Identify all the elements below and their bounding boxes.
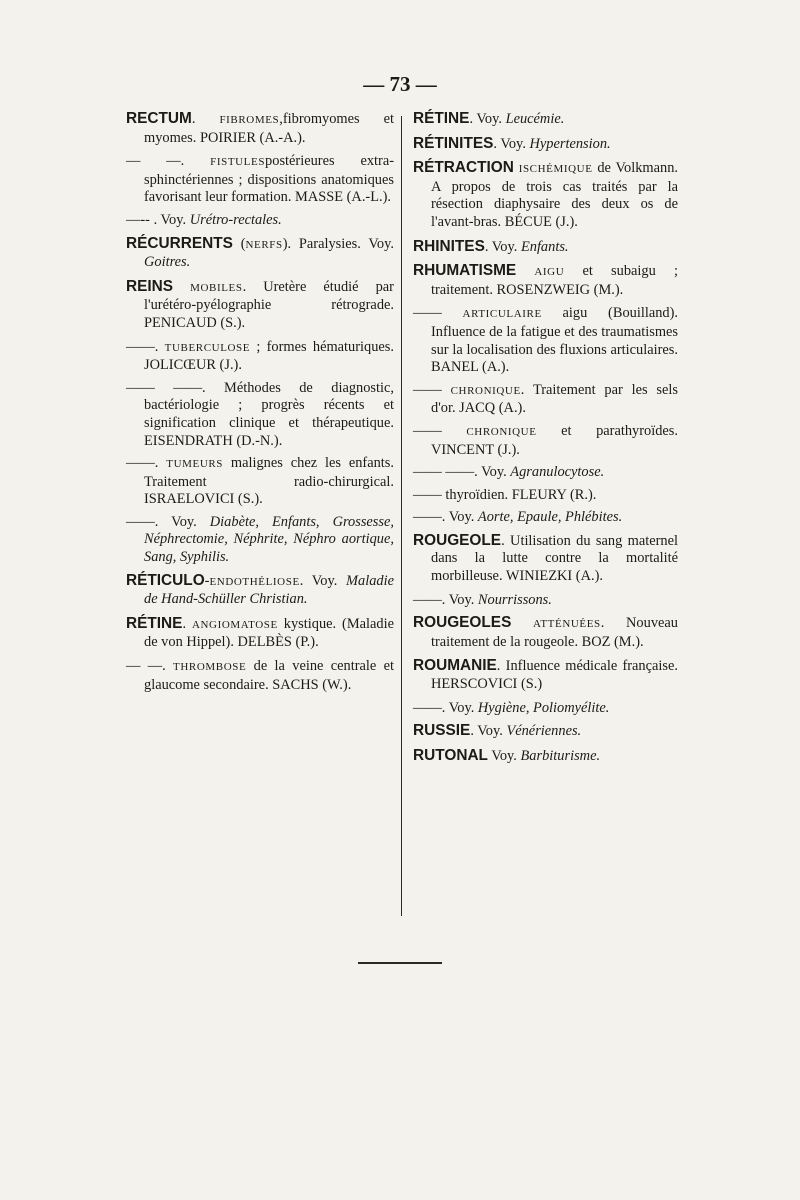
index-entry <box>126 380 394 450</box>
entry-keyword: TUBERCULOSE <box>164 341 251 354</box>
entry-text: ; formes hématuriques. JOLICŒUR (J.). <box>144 338 394 374</box>
index-entry <box>413 532 678 586</box>
entry-dash: ——. <box>413 699 449 716</box>
index-entry <box>413 722 678 741</box>
entry-headword: RÉTRACTION <box>413 159 514 177</box>
entry-reference: Vénériennes. <box>506 723 582 740</box>
entry-dash: —— <box>413 422 467 439</box>
index-entry <box>413 159 678 231</box>
entry-reference: Hygiène, Poliomyélite. <box>477 699 610 716</box>
entry-reference: Hypertension. <box>529 135 611 152</box>
index-entry <box>126 514 394 567</box>
entry-text: Voy. <box>448 509 478 526</box>
entry-headword: ROUGEOLES <box>413 614 512 632</box>
entry-headword: RUTONAL <box>413 746 488 764</box>
entry-headword: ROUMANIE <box>413 657 497 675</box>
index-entry <box>126 278 394 333</box>
entry-text: Voy. <box>477 723 507 740</box>
entry-keyword: ATTÉNUÉES <box>533 618 601 631</box>
index-entry <box>413 135 678 154</box>
entry-text: thyroïdien. FLEURY (R.). <box>445 486 597 503</box>
entry-text: ,fibromyomes et myomes. POIRIER (A.-A.). <box>144 111 394 146</box>
index-entry <box>126 153 394 207</box>
entry-dash: —— <box>413 486 446 503</box>
entry-text: aigu (Bouilland). Influence de la fatigue et des traumatismes sur la localisation des fluxions articulaires. BANEL (A.). <box>431 305 678 376</box>
entry-reference: Nourrissons. <box>477 591 552 608</box>
entry-text: . Traitement par les sels d'or. JACQ (A.). <box>431 381 678 417</box>
entry-headword: RÉTINE <box>413 110 470 127</box>
index-entry <box>413 305 678 376</box>
entry-reference: Enfants. <box>520 238 569 255</box>
entry-text: de la veine centrale et glaucome secondaire. SACHS (W.). <box>144 658 394 693</box>
entry-punct <box>511 615 533 631</box>
entry-dash: —— <box>413 381 451 398</box>
entry-text: et parathyroïdes. VINCENT (J.). <box>431 422 678 458</box>
entry-keyword: AIGU <box>534 266 565 279</box>
entry-text: ). Paralysies. Voy. <box>282 235 394 252</box>
entry-punct <box>233 236 241 252</box>
index-entry <box>413 110 678 129</box>
entry-text: Influence médicale française. HERSCOVICI (S.) <box>431 658 678 693</box>
entry-reference: Urétro-rectales. <box>189 211 282 228</box>
entry-text: malignes chez les enfants. Traitement radio-chirurgical. ISRAELOVICI (S.). <box>144 455 394 508</box>
entry-headword: ROUGEOLE <box>413 531 502 549</box>
index-entry <box>413 700 678 718</box>
entry-text: . Nouveau traitement de la rougeole. BOZ (M.). <box>431 615 678 650</box>
index-entry <box>126 572 394 609</box>
entry-text: Voy. <box>448 591 478 608</box>
entry-punct: . <box>501 532 511 549</box>
entry-punct: . <box>493 135 501 152</box>
entry-text: Voy. <box>160 211 190 228</box>
entry-reference: Diabète, Enfants, Grossesse, Néphrectomie, Néphrite, Néphro aortique, Sang, Syphilis. <box>144 513 394 566</box>
entry-dash: —— <box>413 305 463 322</box>
entry-headword: RHUMATISME <box>413 262 517 280</box>
right-column <box>413 110 678 771</box>
entry-punct: . <box>469 111 477 127</box>
entry-reference: Agranulocytose. <box>510 464 605 481</box>
bottom-rule <box>358 962 442 964</box>
index-entry <box>413 464 678 482</box>
entry-keyword: CHRONIQUE <box>466 425 537 438</box>
entry-text: . Uretère étudié par l'urétéro-pyélographie rétrograde. PENICAUD (S.). <box>144 278 394 331</box>
index-entry <box>126 110 394 147</box>
entry-headword: RUSSIE <box>413 722 471 740</box>
index-entry <box>413 614 678 651</box>
entry-dash: — —. <box>126 658 174 675</box>
index-entry <box>413 592 678 610</box>
entry-punct: . <box>182 615 192 632</box>
entry-text: Voy. <box>476 111 506 127</box>
index-entry <box>126 455 394 509</box>
entry-keyword: CHRONIQUE <box>450 384 521 397</box>
entry-headword: RÉTINE <box>126 614 183 632</box>
entry-text: ( <box>240 235 246 252</box>
index-entry <box>126 615 394 652</box>
entry-punct <box>173 279 190 295</box>
entry-text: Voy. <box>491 747 521 764</box>
entry-text: et subaigu ; traitement. ROSENZWEIG (M.). <box>431 263 678 298</box>
entry-punct: - <box>204 572 210 589</box>
index-entry <box>126 212 394 230</box>
entry-headword: RHINITES <box>413 237 485 255</box>
entry-punct <box>516 263 534 279</box>
index-entry <box>413 238 678 257</box>
entry-keyword: ANGIOMATOSE <box>191 618 278 631</box>
entry-punct: . <box>484 238 492 255</box>
entry-headword: RÉCURRENTS <box>126 234 233 252</box>
entry-punct: . <box>470 723 478 740</box>
entry-keyword: ENDOTHÉLIOSE <box>209 575 300 588</box>
entry-text: Voy. <box>500 135 530 152</box>
index-entry <box>126 235 394 272</box>
entry-dash: ——. <box>413 509 449 526</box>
entry-dash: ——. <box>413 591 449 608</box>
index-entry <box>126 658 394 694</box>
index-entry <box>413 262 678 299</box>
entry-text: de Volkmann. A propos de trois cas traités par la résection diaphysaire des deux os de l'avant-bras. BÉCUE (J.). <box>431 160 678 230</box>
entry-keyword: NERFS <box>245 238 283 251</box>
entry-headword: REINS <box>126 277 174 295</box>
index-entry <box>413 487 678 505</box>
entry-dash: ——. <box>126 455 167 472</box>
column-divider <box>401 116 402 916</box>
entry-headword: RÉTICULO <box>126 571 205 589</box>
entry-headword: RECTUM <box>126 110 192 127</box>
entry-dash: — —. <box>126 153 211 170</box>
entry-dash: ——. <box>126 513 172 530</box>
entry-keyword: MOBILES <box>190 281 243 294</box>
index-entry <box>413 509 678 527</box>
entry-text: postérieures extra-sphinctériennes ; dispositions anatomiques favorisant leur formation. MASSE (A.-L.). <box>144 153 394 206</box>
index-entry <box>413 382 678 418</box>
entry-dash: —— ——. <box>413 464 482 481</box>
index-entry <box>413 423 678 459</box>
entry-keyword: FISTULES <box>210 156 266 169</box>
index-entry <box>413 747 678 766</box>
entry-keyword: ISCHÉMIQUE <box>518 163 593 176</box>
left-column <box>126 110 394 699</box>
entry-text: Voy. <box>171 513 210 530</box>
entry-headword: RÉTINITES <box>413 134 494 152</box>
entry-punct: . <box>496 658 506 675</box>
entry-reference: Aorte, Epaule, Phlébites. <box>477 509 623 526</box>
entry-keyword: THROMBOSE <box>173 661 247 674</box>
index-entry <box>413 657 678 693</box>
entry-reference: Leucémie. <box>505 111 565 127</box>
entry-keyword: ARTICULAIRE <box>462 308 542 321</box>
entry-text: Voy. <box>448 699 478 716</box>
entry-text: Utilisation du sang maternel dans la lutte contre la mortalité morbilleuse. WINIEZKI (A.). <box>431 532 678 585</box>
entry-punct: . <box>191 111 220 127</box>
entry-keyword: TUMEURS <box>166 458 224 471</box>
entry-reference: Goitres. <box>144 254 191 271</box>
entry-reference: Maladie de Hand-Schüller Christian. <box>144 572 394 608</box>
entry-dash: —— ——. <box>126 379 225 396</box>
entry-text: . Voy. <box>299 572 347 589</box>
entry-text: Voy. <box>491 238 521 255</box>
entry-reference: Barbiturisme. <box>520 747 601 764</box>
entry-dash: —-- . <box>126 211 161 228</box>
entry-keyword: FIBROMES <box>219 114 280 126</box>
entry-dash: ——. <box>126 338 165 355</box>
entry-text: kystique. (Maladie de von Hippel). DELBÈS (P.). <box>144 615 394 651</box>
index-entry <box>126 339 394 375</box>
page-number: — 73 — <box>363 72 437 96</box>
entry-text: Voy. <box>481 464 511 481</box>
entry-text: Méthodes de diagnostic, bactériologie ; progrès récents et signification clinique et thérapeutique. EISENDRATH (D.-N.). <box>144 379 395 449</box>
